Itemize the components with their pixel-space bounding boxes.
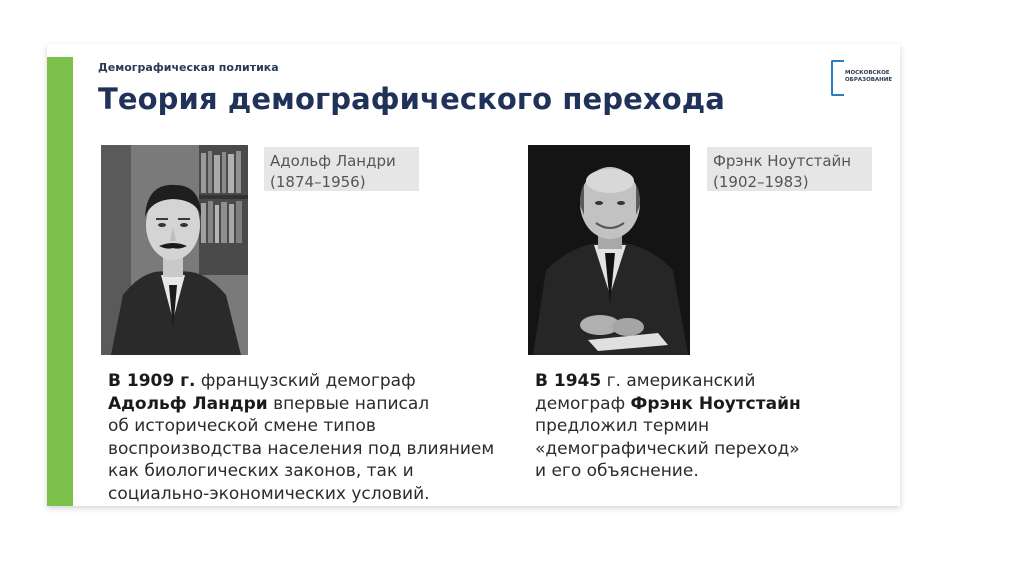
slide-title: Теория демографического перехода [98,82,725,116]
landry-desc-line3: об исторической смене типов [108,416,376,436]
section-label: Демографическая политика [98,61,279,74]
notestein-desc-part2: демограф [535,393,631,414]
portrait-notestein [528,145,690,355]
landry-description [108,370,494,505]
landry-years: (1874–1956) [270,173,366,191]
notestein-desc-part1: г. американский [601,371,756,391]
notestein-desc-line2 [535,393,801,416]
notestein-name: Фрэнк Ноутстайн [713,152,852,170]
notestein-name-bold: Фрэнк Ноутстайн [630,393,801,414]
portrait-landry [101,145,248,355]
notestein-desc-line5: и его объяснение. [535,461,699,481]
landry-desc-part1: французский демограф [195,371,416,391]
notestein-years: (1902–1983) [713,173,809,191]
logo-book-icon [831,60,844,96]
landry-desc-part2: впервые написал [267,393,430,414]
notestein-desc-line4: «демографический переход» [535,438,800,459]
notestein-description [535,370,801,483]
logo-text-line1: МОСКОВСКОЕ [845,70,890,76]
landry-desc-line5: как биологических законов, так и [108,461,414,481]
caption-landry [264,147,419,191]
landry-desc-line4: воспроизводства населения под влиянием [108,438,495,459]
landry-year-bold: В 1909 г. [108,371,196,391]
moscow-education-logo [831,60,893,100]
logo-text [845,70,892,84]
landry-desc-line2 [108,393,494,416]
accent-bar [47,57,73,506]
notestein-desc-line1 [535,370,801,393]
notestein-desc-line3: предложил термин [535,416,710,436]
landry-name-bold: Адольф Ландри [108,393,268,414]
notestein-year-bold: В 1945 [535,371,602,391]
logo-text-line2: ОБРАЗОВАНИЕ [845,77,893,83]
caption-notestein [707,147,872,191]
landry-desc-line1 [108,370,494,393]
landry-name: Адольф Ландри [270,152,396,170]
landry-desc-line6: социально-экономических условий. [108,483,430,504]
